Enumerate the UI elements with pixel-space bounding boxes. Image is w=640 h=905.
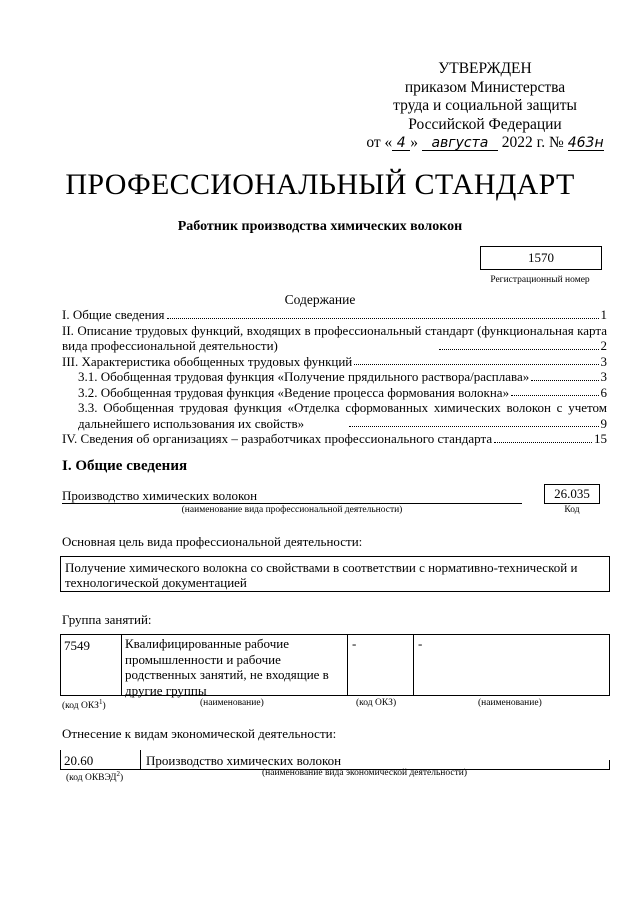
approval-date [360, 134, 610, 153]
econ-code: 20.60 [64, 753, 94, 768]
registration-label: Регистрационный номер [490, 275, 590, 285]
approval-month: августа [422, 136, 498, 151]
group-code-2: - [352, 636, 357, 651]
table-divider [121, 634, 122, 696]
group-name-2: - [418, 636, 423, 651]
code-caption: Код [564, 505, 580, 515]
group-label: Группа занятий: [62, 612, 152, 627]
activity-caption: (наименование вида профессиональной деятельности) [181, 505, 403, 515]
table-divider [413, 634, 414, 696]
group-name-1: Квалифицированные рабочие промышленности и рабочие родственных занятий, не входящие в другие группы [125, 636, 329, 698]
caption-okz1: (код ОКЗ$^1$) [62, 698, 106, 712]
econ-label: Отнесение к видам экономической деятельности: [62, 726, 337, 741]
toc-item[interactable]: III. Характеристика обобщенных трудовых функций 3 [62, 353, 607, 369]
approval-block [360, 60, 610, 153]
approval-year: 2022 г. № [501, 134, 564, 151]
toc-item[interactable]: I. Общие сведения 1 [62, 307, 607, 322]
goal-text: Получение химического волокна со свойствами в соответствии с нормативно-технической и технологической документацией [60, 556, 610, 592]
toc-item[interactable]: 3.2. Обобщенная трудовая функция «Ведение процесса формования волокна» 6 [78, 384, 607, 400]
group-code-1: 7549 [64, 638, 90, 653]
caption-okved: (код ОКВЭД$^2$) [66, 770, 124, 784]
caption-name2: (наименование) [478, 698, 542, 708]
table-divider [347, 634, 348, 696]
activity-code: 26.035 [544, 484, 600, 504]
approval-title: УТВЕРЖДЕН [438, 60, 532, 77]
caption-name1: (наименование) [200, 698, 264, 708]
table-of-contents [62, 307, 607, 447]
approval-day: 4 [392, 136, 410, 151]
activity-name: Производство химических волокон [62, 488, 258, 503]
caption-econ-name: (наименование вида экономической деятельности) [262, 768, 467, 778]
section-heading: I. Общие сведения [62, 458, 188, 474]
table-divider [609, 760, 610, 770]
approval-line: труда и социальной защиты [393, 97, 577, 114]
toc-item-page: 2 [62, 338, 607, 354]
date-prefix: от « [366, 134, 393, 151]
toc-item[interactable]: 3.3. Обобщенная трудовая функция «Отделка сформованных химических волокон с учетом дальнейшего использования их свойств» [78, 400, 607, 431]
registration-number: 1570 [480, 246, 602, 270]
toc-item[interactable]: II. Описание трудовых функций, входящих в профессиональный стандарт (функциональная карта вида профессиональной деятельности) [62, 322, 607, 353]
approval-line: Российской Федерации [408, 115, 562, 133]
contents-heading: Содержание [284, 292, 356, 307]
page-subtitle: Работник производства химических волокон [177, 219, 463, 234]
underline [62, 503, 522, 504]
goal-label: Основная цель вида профессиональной деятельности: [62, 534, 363, 549]
toc-item[interactable]: 3.1. Обобщенная трудовая функция «Получение прядильного раствора/расплава» 3 [78, 369, 607, 384]
caption-okz2: (код ОКЗ) [356, 698, 397, 708]
toc-item[interactable]: IV. Сведения об организациях – разработчиках профессионального стандарта 15 [62, 431, 607, 446]
approval-line: приказом Министерства [404, 78, 566, 96]
econ-name: Производство химических волокон [146, 753, 342, 768]
table-divider [140, 750, 141, 770]
toc-item-page: 9 [62, 416, 607, 432]
page-title: ПРОФЕССИОНАЛЬНЫЙ СТАНДАРТ [65, 168, 575, 201]
date-mid: » [410, 134, 419, 151]
approval-number: 463н [567, 135, 604, 151]
